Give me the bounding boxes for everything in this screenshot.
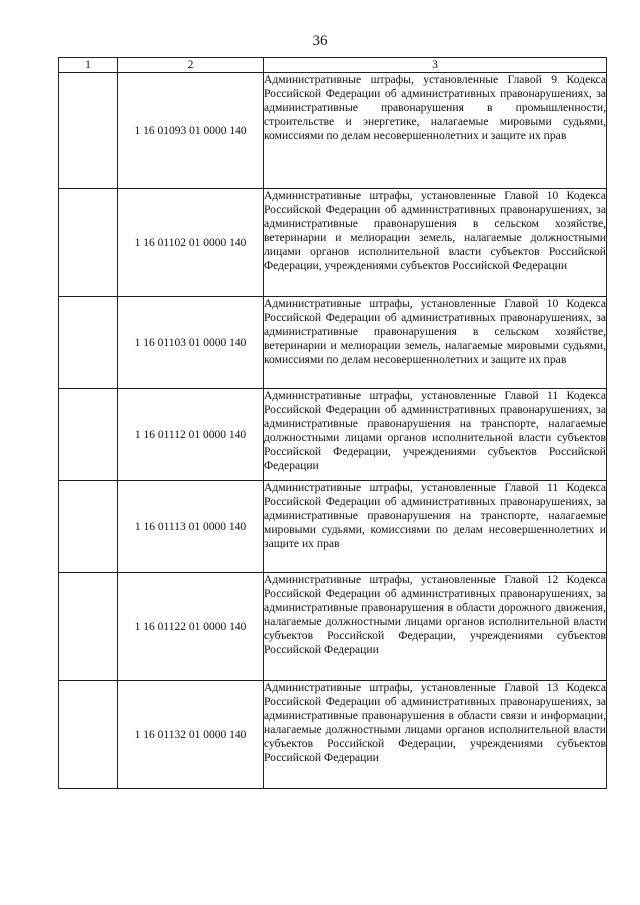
column-header-2: 2 xyxy=(118,58,264,73)
code-cell: 1 16 01102 01 0000 140 xyxy=(118,189,264,297)
table-header-row xyxy=(59,58,607,73)
empty-cell xyxy=(59,297,118,389)
empty-cell xyxy=(59,73,118,189)
code-cell: 1 16 01132 01 0000 140 xyxy=(118,681,264,789)
column-header-1: 1 xyxy=(59,58,118,73)
code-cell: 1 16 01112 01 0000 140 xyxy=(118,389,264,481)
empty-cell xyxy=(59,389,118,481)
description-cell: Административные штрафы, установленные Главой 10 Кодекса Российской Федерации об административных правонарушениях, за административные правонарушения в сельском хозяйстве, ветеринарии и мелиорации земель, налагаемые должностными лицами органов исполнительной власти субъектов Российской Федерации, учреждениями субъектов Российской Федерации xyxy=(264,189,607,297)
code-cell: 1 16 01113 01 0000 140 xyxy=(118,481,264,573)
description-cell: Административные штрафы, установленные Главой 13 Кодекса Российской Федерации об административных правонарушениях, за административные правонарушения в области связи и информации, налагаемые должностными лицами органов исполнительной власти субъектов Российской Федерации, учреждениями субъектов Российской Федерации xyxy=(264,681,607,789)
empty-cell xyxy=(59,573,118,681)
description-cell: Административные штрафы, установленные Главой 11 Кодекса Российской Федерации об административных правонарушениях, за административные правонарушения на транспорте, налагаемые должностными лицами органов исполнительной власти субъектов Российской Федерации, учреждениями субъектов Российской Федерации xyxy=(264,389,607,481)
column-header-3: 3 xyxy=(264,58,607,73)
code-cell: 1 16 01122 01 0000 140 xyxy=(118,573,264,681)
description-cell: Административные штрафы, установленные Главой 10 Кодекса Российской Федерации об административных правонарушениях, за административные правонарушения в сельском хозяйстве, ветеринарии и мелиорации земель, налагаемые мировыми судьями, комиссиями по делам несовершеннолетних и защите их прав xyxy=(264,297,607,389)
table-row xyxy=(59,573,607,681)
revenue-codes-table xyxy=(58,57,607,789)
description-cell: Административные штрафы, установленные Главой 11 Кодекса Российской Федерации об административных правонарушениях, за административные правонарушения на транспорте, налагаемые мировыми судьями, комиссиями по делам несовершеннолетних и защите их прав xyxy=(264,481,607,573)
description-cell: Административные штрафы, установленные Главой 12 Кодекса Российской Федерации об административных правонарушениях, за административные правонарушения в области дорожного движения, налагаемые должностными лицами органов исполнительной власти субъектов Российской Федерации, учреждениями субъектов Российской Федерации xyxy=(264,573,607,681)
table-row xyxy=(59,681,607,789)
page-number: 36 xyxy=(312,33,328,49)
empty-cell xyxy=(59,481,118,573)
code-cell: 1 16 01103 01 0000 140 xyxy=(118,297,264,389)
table-row xyxy=(59,389,607,481)
code-cell: 1 16 01093 01 0000 140 xyxy=(118,73,264,189)
empty-cell xyxy=(59,681,118,789)
table-row xyxy=(59,73,607,189)
table-row xyxy=(59,189,607,297)
table-row xyxy=(59,297,607,389)
table-row xyxy=(59,481,607,573)
description-cell: Административные штрафы, установленные Главой 9 Кодекса Российской Федерации об административных правонарушениях, за административные правонарушения в промышленности, строительстве и энергетике, налагаемые мировыми судьями, комиссиями по делам несовершеннолетних и защите их прав xyxy=(264,73,607,189)
empty-cell xyxy=(59,189,118,297)
